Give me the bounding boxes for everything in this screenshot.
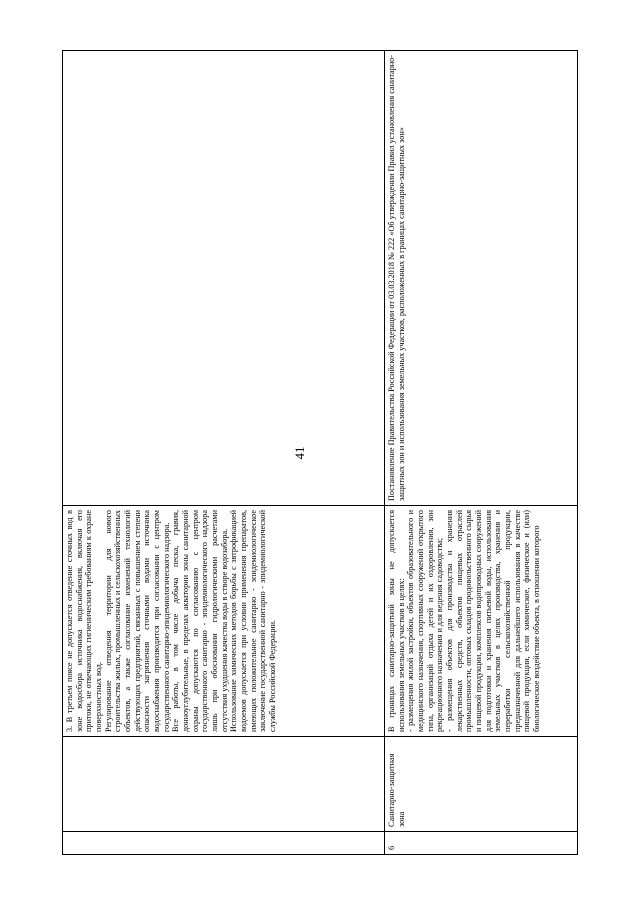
row-number: 6: [385, 832, 578, 855]
restriction-paragraph: 3. В третьем поясе не допускается отведение сточных вод в зоне водосбора источника водоснабжения, включая его притоки, не отвечающих гигиеническим требованиям к охране поверхностных вод.: [65, 510, 104, 732]
restriction-paragraph: Использование химических методов борьбы с эвтрофикацией водоемов допускается при условии применения препаратов, имеющих положительное санитарно - эпидемиологическое заключение государственной санитарно - эпидемиологической службы Российской Федерации.: [229, 510, 278, 732]
restriction-paragraph: В границах санитарно-защитной зоны не допускается использования земельных участков в целях:: [387, 510, 406, 732]
row-number: [63, 832, 385, 855]
restrictions-cell: [385, 506, 578, 737]
page-number-text: 41: [292, 446, 307, 460]
zone-name: Санитарно-защитная зона: [385, 737, 578, 832]
legal-basis-cell: Постановление Правительства Российской Федерации от 03.03.2018 № 222 «Об утверждении Правил установления санитарно-защитных зон и использования земельных участков, расположенных в границах санитарно-защитных зон»: [385, 51, 578, 506]
table-row: [385, 51, 578, 855]
rotated-table-wrapper: [62, 50, 577, 855]
restriction-paragraph: Регулирование отведения территории для нового строительства жилых, промышленных и сельскохозяйственных объектов, а также согласование изменений технологий действующих предприятий, связанных с повышением степени опасности загрязнения сточными водами источника водоснабжения производится при согласовании с центром государственного санитарно-эпидемиологического надзора.: [103, 510, 171, 732]
table-row: [63, 51, 385, 855]
legal-basis-cell: [63, 51, 385, 506]
restriction-paragraph: - размещения объектов для производства и хранения лекарственных средств, объектов пищевых отраслей промышленности, оптовых складов продовольственного сырья и пищевой продукции, комплексов водопроводных сооружений для подготовки и хранения питьевой воды, использования земельных участков в целях производства, хранения и переработки сельскохозяйственной продукции, предназначенной для дальнейшего использования в качестве пищевой продукции, если химическое, физическое и (или) биологическое воздействие объекта, в отношении которого: [445, 510, 542, 732]
restriction-paragraph: Все работы, в том числе добыча песка, гравия, донноуглубительные, в пределах акватории зоны санитарной охраны допускаются по согласованию с центром государственного санитарно - эпидемиологического надзора лишь при обосновании гидрологическими расчетами отсутствия ухудшения качества воды в створе водозабора.: [171, 510, 229, 732]
regulation-table: [62, 50, 578, 855]
restriction-paragraph: - размещения жилой застройки, объектов образовательного и медицинского назначения, спортивных сооружений открытого типа, организаций отдыха детей и их оздоровления, зон рекреационного назначения и для ведения садоводства;: [406, 510, 445, 732]
restrictions-cell: [63, 506, 385, 737]
zone-name: [63, 737, 385, 832]
